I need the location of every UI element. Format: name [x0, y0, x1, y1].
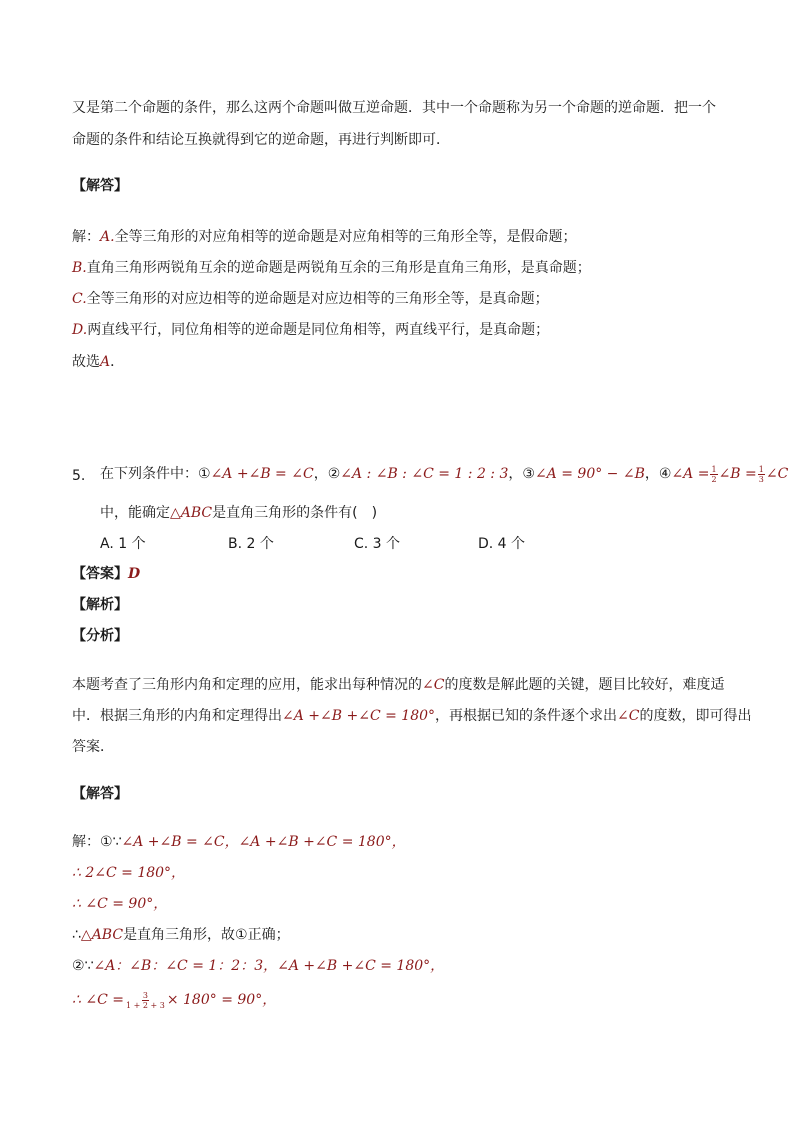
fraction-one-third — [758, 465, 765, 484]
line2-suffix: 是直角三角形的条件有( ) — [212, 505, 378, 521]
separator: ， — [508, 466, 523, 482]
option-c-label: C. — [72, 291, 87, 307]
triangle-abc: △ABC — [170, 505, 213, 521]
fraction-denominator: 3 — [758, 474, 764, 484]
answer-value: D — [128, 566, 141, 582]
intro-line-1: 又是第二个命题的条件，那么这两个命题叫做互逆命题．其中一个命题称为另一个命题的逆命题．把一个 — [72, 100, 716, 116]
option-c: C. 3 个 — [354, 536, 401, 552]
fraction-denominator: 2 — [711, 474, 717, 484]
option-d: D. 4 个 — [478, 536, 526, 552]
solution-q5-step-4 — [72, 925, 290, 945]
question-5-line-1 — [100, 464, 788, 484]
final-prefix: 故选 — [72, 354, 100, 370]
condition-4-mark: ④ — [658, 466, 672, 482]
final-answer: A — [100, 354, 111, 370]
option-d-text: 两直线平行，同位角相等的逆命题是同位角相等，两直线平行，是真命题； — [87, 322, 550, 338]
option-a-text: 全等三角形的对应角相等的逆命题是对应角相等的三角形全等，是假命题； — [114, 229, 577, 245]
condition-4-math-a: ∠A = — [671, 466, 710, 482]
option-c-text: 全等三角形的对应边相等的逆命题是对应边相等的三角形全等，是真命题； — [86, 291, 549, 307]
separator: ， — [644, 466, 659, 482]
condition-2-math: ∠A : ∠B : ∠C = 1 : 2 : 3 — [340, 466, 509, 482]
condition-1-mark: ① — [198, 466, 211, 482]
question-number: 5. — [72, 468, 86, 484]
angle-c: ∠C — [422, 677, 445, 693]
step-text: 是直角三角形，故①正确； — [123, 927, 290, 943]
answer-line — [72, 564, 140, 584]
option-a-label: A. — [100, 229, 115, 245]
option-b: B. 2 个 — [228, 536, 274, 552]
option-b-text: 直角三角形两锐角互余的逆命题是两锐角互余的三角形是直角三角形，是真命题； — [86, 260, 591, 276]
analysis-text: 中．根据三角形的内角和定理得出 — [72, 708, 282, 724]
fraction-numerator: 1 — [711, 464, 717, 474]
fraction-denominator: 1 + 2 + 3 — [125, 1000, 165, 1010]
solution-heading-q5: 【解答】 — [72, 786, 128, 802]
step-math: ∠A：∠B：∠C = 1：2：3，∠A +∠B +∠C = 180°， — [93, 958, 445, 974]
analysis-line-1 — [72, 675, 724, 695]
step-prefix: ∴ — [72, 927, 81, 943]
condition-4-math-c: ∠C — [765, 466, 789, 482]
analysis-text: 的度数是解此题的关键，题目比较好，难度适 — [444, 677, 725, 693]
step-prefix: ②∵ — [72, 958, 94, 974]
solution-q5-step-1 — [72, 832, 406, 852]
solution-q4-option-d — [72, 320, 549, 340]
question-5-line-2 — [100, 503, 377, 523]
line2-prefix: 中，能确定 — [100, 505, 170, 521]
solution-q4-final — [72, 352, 124, 372]
triangle-abc: △ABC — [80, 927, 124, 943]
solution-q5-step-6 — [72, 990, 276, 1010]
angle-sum-equation: ∠A +∠B +∠C = 180° — [282, 708, 436, 724]
analysis-text: 本题考查了三角形内角和定理的应用，能求出每种情况的 — [72, 677, 422, 693]
option-b-label: B. — [72, 260, 87, 276]
solution-q4-option-c — [72, 289, 549, 309]
intro-line-2: 命题的条件和结论互换就得到它的逆命题，再进行判断即可． — [72, 132, 450, 148]
step-math: ∴ ∠C = — [72, 992, 124, 1008]
step-prefix: 解：①∵ — [72, 834, 122, 850]
fenxi-label: 【分析】 — [72, 628, 128, 644]
condition-2-mark: ② — [327, 466, 341, 482]
answer-label: 【答案】 — [72, 566, 128, 582]
analysis-line-2 — [72, 706, 751, 726]
fraction-numerator: 1 — [758, 464, 764, 474]
option-a: A. 1 个 — [100, 536, 146, 552]
separator: ， — [313, 466, 328, 482]
conditions-prefix: 在下列条件中： — [100, 466, 198, 482]
solution-q5-step-5 — [72, 956, 444, 976]
solution-q4-option-b — [72, 258, 591, 278]
analysis-text: 的度数，即可得出 — [639, 708, 752, 724]
final-suffix: ． — [110, 354, 125, 370]
condition-1-math: ∠A +∠B = ∠C — [210, 466, 314, 482]
fraction-one-half — [710, 465, 717, 484]
angle-c: ∠C — [617, 708, 640, 724]
solution-q4-option-a — [72, 227, 577, 247]
solution-q5-step-3: ∴ ∠C = 90°， — [72, 896, 168, 912]
analysis-label: 【解析】 — [72, 597, 128, 613]
analysis-line-3: 答案． — [72, 739, 114, 755]
fraction-three-over-sum — [125, 991, 166, 1010]
condition-3-math: ∠A = 90° − ∠B — [534, 466, 645, 482]
solution-q5-step-2: ∴ 2∠C = 180°， — [72, 865, 186, 881]
jie-label: 解： — [72, 229, 100, 245]
answer-options — [100, 534, 560, 554]
step-math: × 180° = 90°， — [166, 992, 277, 1008]
fraction-numerator: 3 — [142, 990, 148, 1000]
solution-heading-q4: 【解答】 — [72, 178, 128, 194]
step-math: ∠A +∠B = ∠C，∠A +∠B +∠C = 180°， — [121, 834, 406, 850]
condition-3-mark: ③ — [522, 466, 535, 482]
analysis-text: ，再根据已知的条件逐个求出 — [435, 708, 618, 724]
option-d-label: D. — [72, 322, 88, 338]
condition-4-math-b: ∠B = — [718, 466, 757, 482]
